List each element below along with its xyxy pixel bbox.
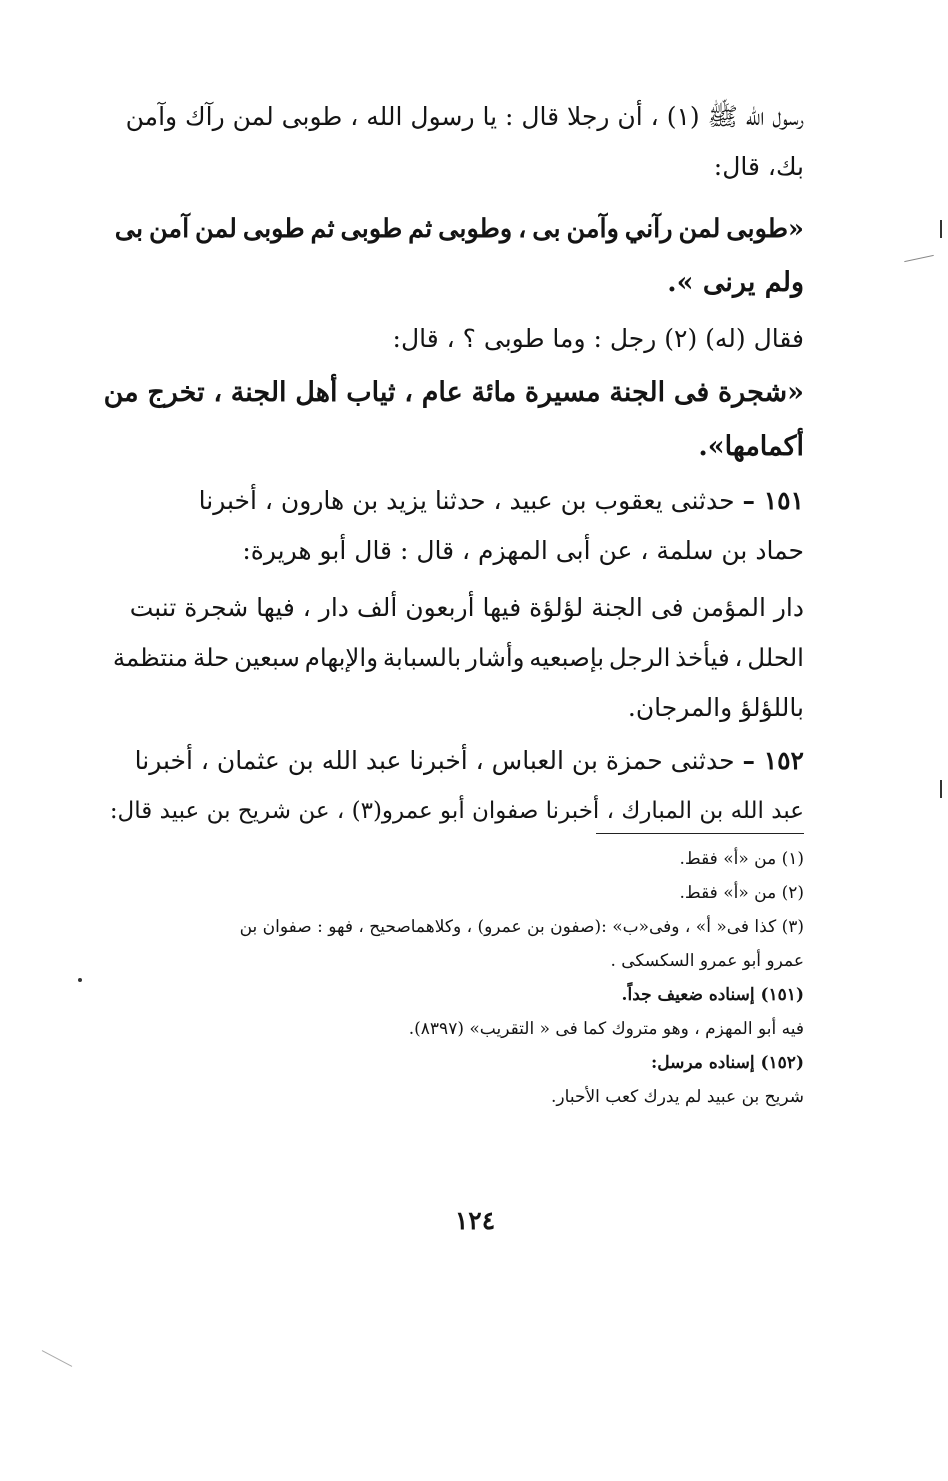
scan-speck — [78, 978, 82, 982]
text-line: دار المؤمن فى الجنة لؤلؤة فيها أربعون ألف دار ، فيها شجرة تنبت — [129, 593, 804, 622]
text-line — [104, 476, 804, 526]
footnote-3: (٣) كذا فى« أ» ، وفى«ب» :(صفون بن عمرو) ، وكلاهماصحيح ، فهو : صفوان بن — [239, 917, 804, 937]
grade-152: (١٥٢) إسناده مرسل: — [651, 1053, 804, 1073]
text-line: الحلل ، فيأخذ الرجل بإصبعيه وأشار بالسبابة والإبهام سبعين حلة منتظمة — [112, 643, 804, 672]
hadith-number: ١٥١ – — [742, 486, 804, 515]
page-number: ١٢٤ — [454, 1206, 496, 1235]
note-152: شريح بن عبيد لم يدرك كعب الأحبار. — [551, 1087, 804, 1107]
note-151: فيه أبو المهزم ، وهو متروك كما فى « التقريب» (٨٣٩٧). — [408, 1019, 804, 1039]
footnote-2: (٢) من «أ» فقط. — [679, 883, 804, 903]
chain-text: حدثنى حمزة بن العباس ، أخبرنا عبد الله بن عثمان ، أخبرنا — [134, 746, 735, 775]
text-line — [104, 736, 804, 786]
hadith-quote-tuba — [104, 202, 804, 310]
hadith-quote-tree — [104, 366, 804, 474]
text-line: «شجرة فى الجنة مسيرة مائة عام ، ثياب أهل الجنة ، تخرج من — [103, 377, 804, 408]
footnote-1: (١) من «أ» فقط. — [679, 849, 804, 869]
footnote-separator — [596, 833, 804, 834]
scan-stroke — [904, 255, 934, 262]
scan-edge-mark — [940, 780, 942, 798]
hadith-151-chain — [104, 476, 804, 576]
text-line: باللؤلؤ والمرجان. — [627, 693, 804, 722]
footnotes — [104, 842, 804, 1114]
text-line: أكمامها». — [698, 431, 804, 462]
text-line: «طوبى لمن رآني وآمن بى ، وطوبى ثم طوبى ثم طوبى لمن آمن بى — [114, 214, 804, 244]
hadith-151-text — [104, 583, 804, 733]
scan-edge-mark — [940, 220, 942, 238]
text-line: رسول الله ﷺ (١) ، أن رجلا قال : يا رسول الله ، طوبى لمن رآك وآمن — [125, 102, 804, 131]
question-line — [104, 314, 804, 364]
scan-stroke — [42, 1350, 72, 1367]
opening-paragraph — [104, 92, 804, 192]
hadith-number: ١٥٢ – — [742, 746, 804, 775]
chain-text: حدثنى يعقوب بن عبيد ، حدثنا يزيد بن هارون ، أخبرنا — [198, 486, 735, 515]
text-line: ولم يرنى ». — [667, 267, 804, 298]
text-line: فقال (له) (٢) رجل : وما طوبى ؟ ، قال: — [392, 324, 804, 353]
text-line: بك، قال: — [713, 152, 804, 181]
grade-151: (١٥١) إسناده ضعيف جداً. — [621, 985, 804, 1005]
text-line: عبد الله بن المبارك ، أخبرنا صفوان أبو عمرو(٣) ، عن شريح بن عبيد قال: — [109, 798, 804, 824]
hadith-152-chain — [104, 736, 804, 836]
footnote-3-cont: عمرو أبو عمرو السكسكى . — [610, 951, 804, 971]
text-line: حماد بن سلمة ، عن أبى المهزم ، قال : قال أبو هريرة: — [242, 536, 804, 565]
